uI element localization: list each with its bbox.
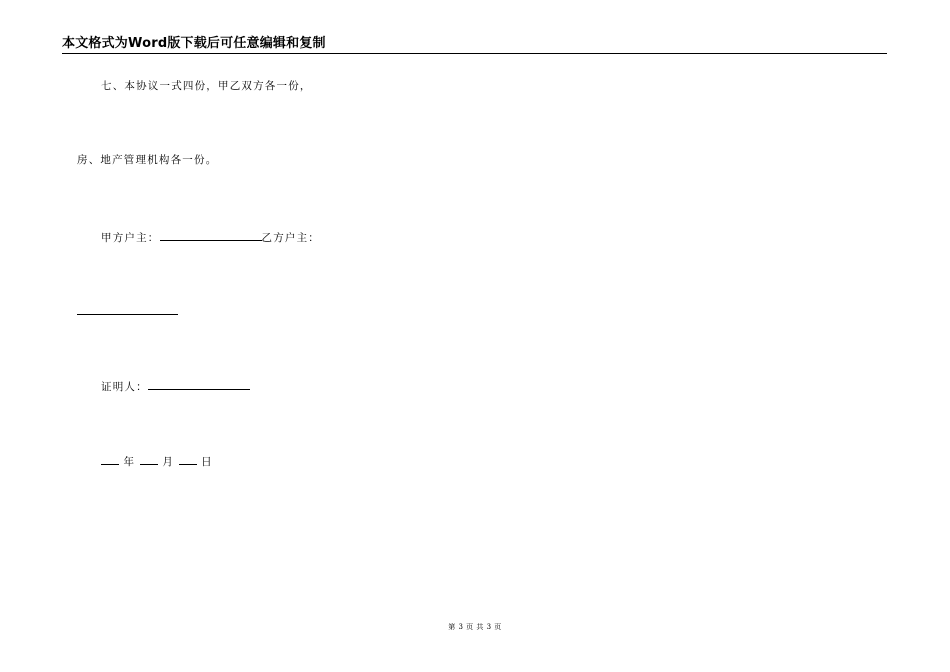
party-a-signature-blank (160, 229, 262, 241)
party-b-signature-blank (77, 303, 178, 315)
page-header (62, 36, 887, 54)
month-blank (140, 453, 158, 465)
paragraph-copies-continued: 房、地产管理机构各一份。 (77, 154, 218, 166)
party-b-signature-line (77, 303, 178, 319)
day-label: 日 (201, 456, 213, 468)
signature-line-parties (101, 229, 320, 245)
year-blank (101, 453, 119, 465)
page-footer: 第 3 页 共 3 页 (448, 623, 502, 631)
witness-signature-blank (148, 378, 250, 390)
witness-label: 证明人： (101, 381, 148, 393)
party-b-label: 乙方户主： (261, 232, 320, 244)
date-line (101, 453, 213, 469)
witness-line (101, 378, 250, 394)
day-blank (179, 453, 197, 465)
party-a-label: 甲方户主： (101, 232, 160, 244)
year-label: 年 (123, 456, 136, 468)
paragraph-copies: 七、本协议一式四份，甲乙双方各一份， (101, 80, 312, 92)
month-label: 月 (162, 456, 175, 468)
header-title: 本文格式为Word版下载后可任意编辑和复制 (62, 36, 326, 51)
